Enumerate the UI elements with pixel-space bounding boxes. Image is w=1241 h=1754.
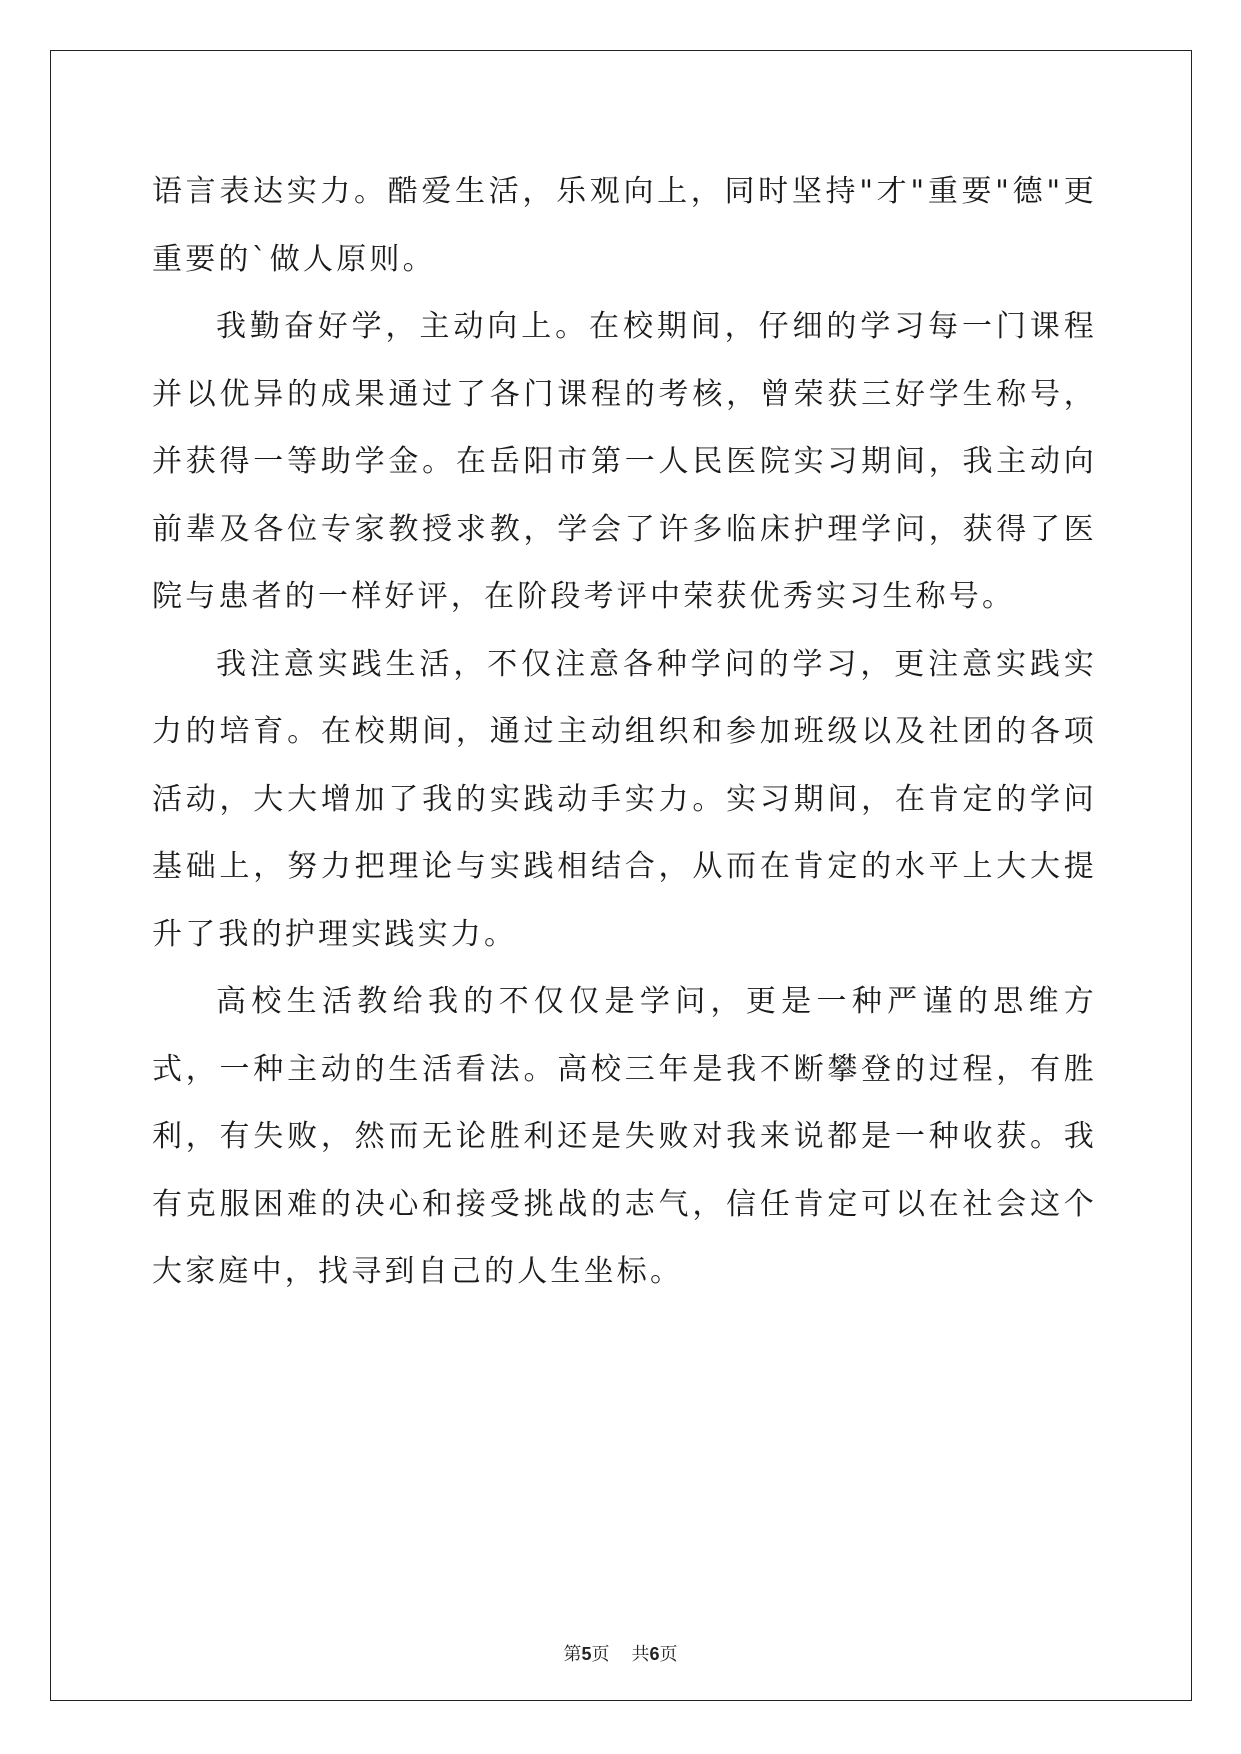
page-footer xyxy=(0,1640,1241,1666)
page-prefix: 第 xyxy=(563,1644,582,1665)
paragraph-2: 我勤奋好学，主动向上。在校期间，仔细的学习每一门课程并以优异的成果通过了各门课程的考核，曾荣获三好学生称号，并获得一等助学金。在岳阳市第一人民医院实习期间，我主动向前辈及各位专家教授求教，学会了许多临床护理学问，获得了医院与患者的一样好评，在阶段考评中荣获优秀实习生称号。 xyxy=(152,309,1097,614)
paragraph-3: 我注意实践生活，不仅注意各种学问的学习，更注意实践实力的培育。在校期间，通过主动组织和参加班级以及社团的各项活动，大大增加了我的实践动手实力。实习期间，在肯定的学问基础上，努力把理论与实践相结合，从而在肯定的水平上大大提升了我的护理实践实力。 xyxy=(152,646,1097,952)
total-suffix: 页 xyxy=(659,1644,678,1665)
page-suffix: 页 xyxy=(591,1644,610,1665)
total-prefix: 共 xyxy=(631,1644,650,1665)
document-body xyxy=(152,158,1097,1306)
paragraph-4: 高校生活教给我的不仅仅是学问，更是一种严谨的思维方式，一种主动的生活看法。高校三年是我不断攀登的过程，有胜利，有失败，然而无论胜利还是失败对我来说都是一种收获。我有克服困难的决心和接受挑战的志气，信任肯定可以在社会这个大家庭中，找寻到自己的人生坐标。 xyxy=(152,984,1097,1289)
paragraph-1: 语言表达实力。酷爱生活，乐观向上，同时坚持"才"重要"德"更重要的`做人原则。 xyxy=(152,174,1097,277)
current-page-number: 5 xyxy=(581,1644,592,1664)
total-page-number: 6 xyxy=(649,1644,660,1664)
